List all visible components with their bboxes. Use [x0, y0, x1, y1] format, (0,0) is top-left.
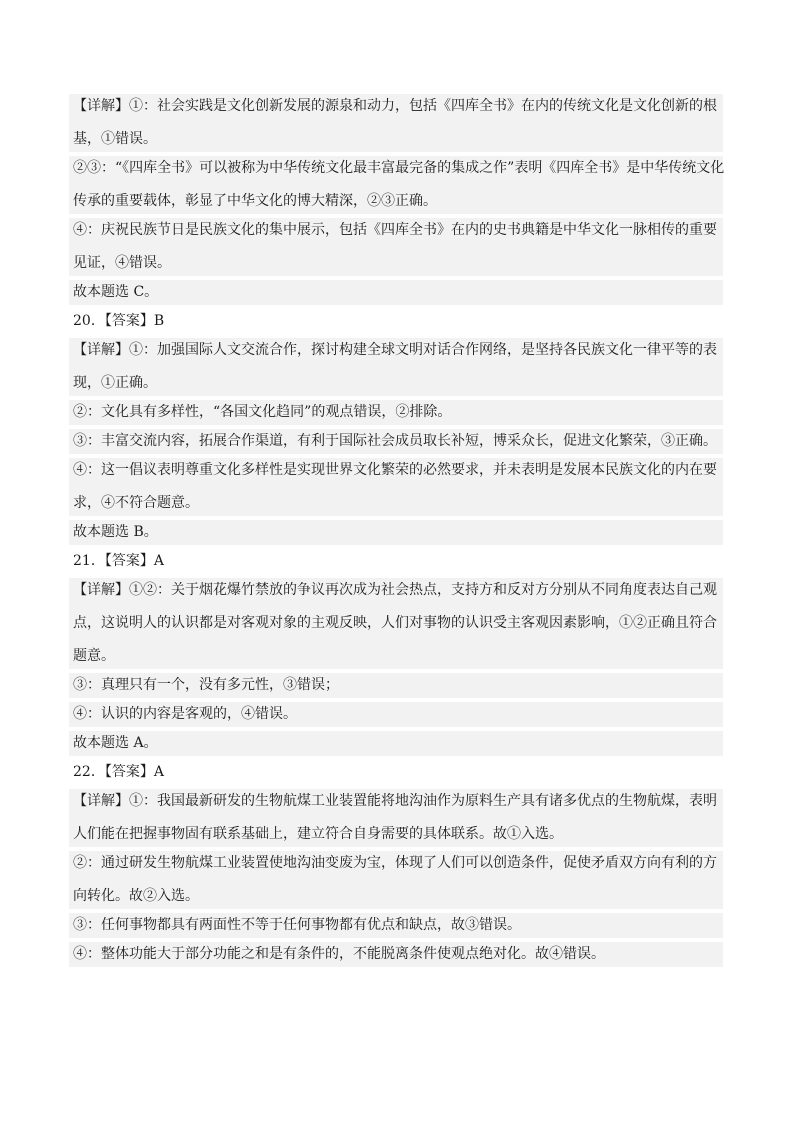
- text-line: 题意。: [73, 648, 115, 664]
- text-line: 求，④不符合题意。: [73, 495, 199, 511]
- answer-heading-22: 22．【答案】A: [73, 764, 164, 780]
- text-line: ④：庆祝民族节日是民族文化的集中展示，包括《四库全书》在内的史书典籍是中华文化一脉相传的重要: [73, 222, 717, 238]
- explanation-paragraph: [69, 338, 723, 396]
- text-line: 【详解】①：社会实践是文化创新发展的源泉和动力，包括《四库全书》在内的传统文化是文化创新的根: [73, 98, 717, 114]
- explanation-paragraph: [69, 578, 723, 669]
- text-line: 传承的重要载体，彰显了中华文化的博大精深，②③正确。: [73, 193, 437, 209]
- explanation-paragraph: [69, 156, 723, 214]
- text-line: 故本题选 A。: [73, 735, 158, 751]
- text-line: 【详解】①：加强国际人文交流合作，探讨构建全球文明对话合作网络，是坚持各民族文化一律平等的表: [73, 342, 717, 358]
- text-line: 人们能在把握事物固有联系基础上，建立符合自身需要的具体联系。故①入选。: [73, 826, 563, 842]
- explanation-paragraph: [69, 851, 723, 909]
- text-line: ④：这一倡议表明尊重文化多样性是实现世界文化繁荣的必然要求，并未表明是发展本民族文化的内在要: [73, 462, 717, 478]
- text-line: ②③：“《四库全书》可以被称为中华传统文化最丰富最完备的集成之作”表明《四库全书》是中华传统文化: [73, 160, 725, 176]
- text-line: 见证，④错误。: [73, 255, 171, 271]
- text-line: ③：丰富交流内容，拓展合作渠道，有利于国际社会成员取长补短，博采众长，促进文化繁荣，③正确。: [73, 433, 717, 449]
- text-line: 故本题选 C。: [73, 284, 159, 300]
- text-line: ②：文化具有多样性，“各国文化趋同”的观点错误，②排除。: [73, 404, 452, 420]
- explanation-paragraph: [69, 913, 723, 938]
- explanation-paragraph: [69, 94, 723, 152]
- text-line: 基，①错误。: [73, 131, 157, 147]
- text-line: ③：真理只有一个，没有多元性，③错误；: [73, 677, 339, 693]
- text-line: 【详解】①②：关于烟花爆竹禁放的争议再次成为社会热点，支持方和反对方分别从不同角度表达自己观: [73, 582, 717, 598]
- text-line: ②：通过研发生物航煤工业装置使地沟油变废为宝，体现了人们可以创造条件，促使矛盾双方向有利的方: [73, 855, 717, 871]
- text-line: 【详解】①：我国最新研发的生物航煤工业装置能将地沟油作为原料生产具有诸多优点的生物航煤，表明: [73, 793, 717, 809]
- answer-heading-21: 21．【答案】A: [73, 553, 164, 569]
- text-line: 现，①正确。: [73, 375, 157, 391]
- explanation-paragraph: [69, 429, 723, 454]
- answer-document: [69, 94, 723, 971]
- text-line: 故本题选 B。: [73, 524, 158, 540]
- text-line: ④：认识的内容是客观的，④错误。: [73, 706, 297, 722]
- explanation-paragraph: [69, 702, 723, 727]
- explanation-paragraph: [69, 789, 723, 847]
- text-line: ③：任何事物都具有两面性不等于任何事物都有优点和缺点，故③错误。: [73, 917, 521, 933]
- explanation-paragraph: [69, 673, 723, 698]
- explanation-paragraph: [69, 400, 723, 425]
- explanation-paragraph: [69, 218, 723, 276]
- explanation-paragraph: [69, 458, 723, 516]
- text-line: ④：整体功能大于部分功能之和是有条件的，不能脱离条件使观点绝对化。故④错误。: [73, 946, 605, 962]
- text-line: 点，这说明人的认识都是对客观对象的主观反映，人们对事物的认识受主客观因素影响，①②正确且符合: [73, 615, 717, 631]
- conclusion-line: [69, 731, 723, 756]
- answer-heading-20: 20．【答案】B: [73, 313, 165, 329]
- text-line: 向转化。故②入选。: [73, 888, 199, 904]
- conclusion-line: [69, 280, 723, 305]
- conclusion-line: [69, 520, 723, 545]
- explanation-paragraph: [69, 942, 723, 967]
